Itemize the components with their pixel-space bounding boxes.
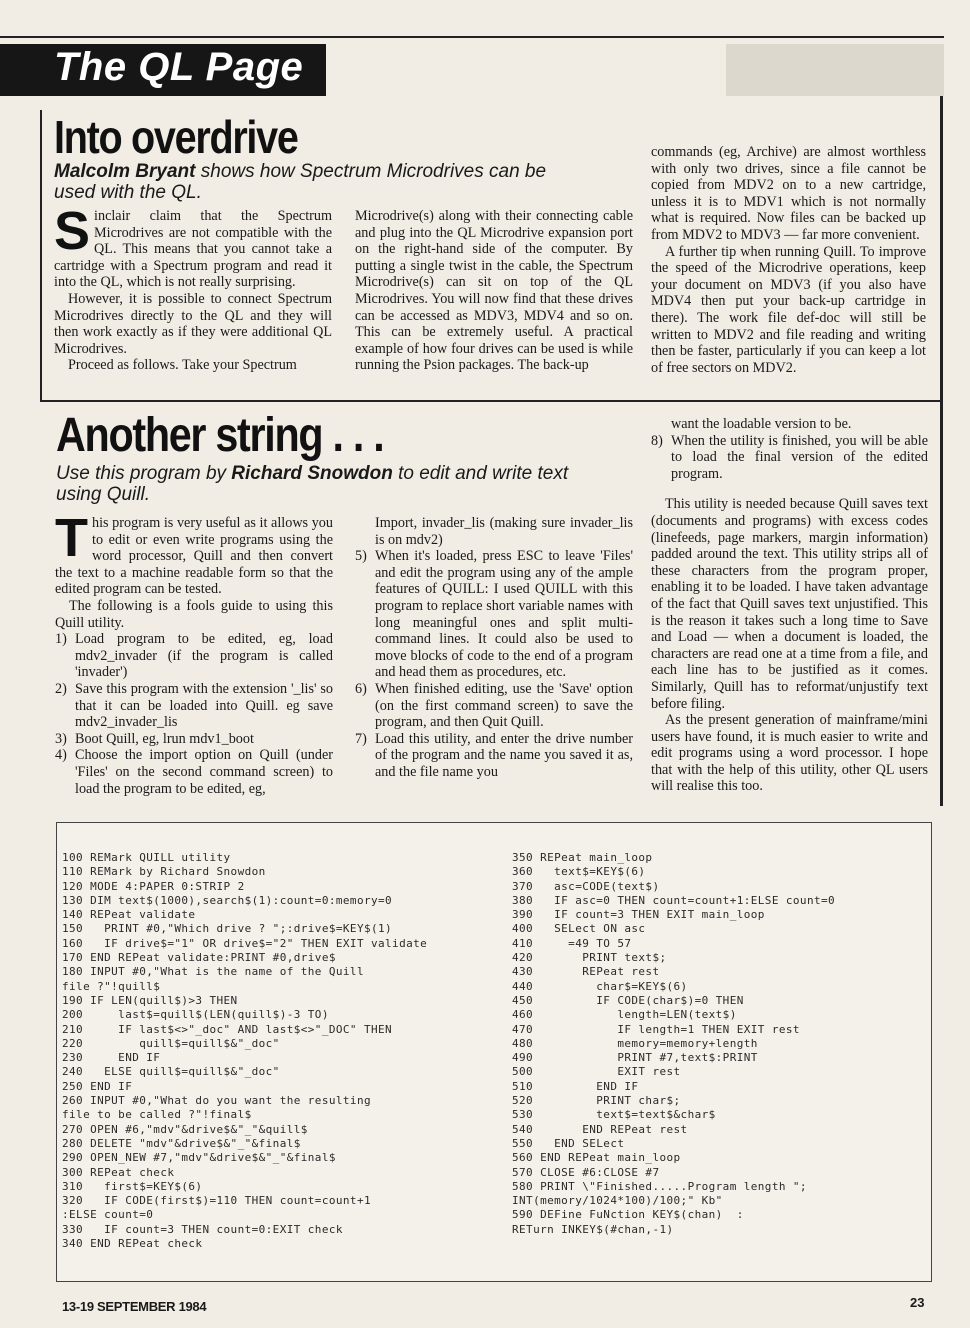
section-title: The QL Page [54,45,304,89]
list-item: 7) Load this utility, and enter the drive number of the program and the name you saved it as, and the file name you [355,730,633,780]
list-item: 2) Save this program with the extension '_lis' so that it can be loaded into Quill. eg save mdv2_invader_lis [55,680,333,731]
article2-paragraph: As the present generation of mainframe/mini users have found, it is much easier to write and edit programs using a word processor. I hope that with the help of this utility, other QL users will realise this too. [651,712,928,795]
article1-paragraph: However, it is possible to connect Spectrum Microdrives directly to the QL and they will then work exactly as if they were additional QL Microdrives. [54,290,332,357]
article1-column-1 [54,201,332,374]
article2-paragraph: The following is a fools guide to using this Quill utility. [55,597,333,631]
issue-date: 13-19 SEPTEMBER 1984 [62,1299,207,1314]
list-item: 6) When finished editing, use the 'Save' option (on the first command screen) to save the program, and then Quit Quill. [355,680,633,731]
article2-column-2 [355,515,633,781]
article2-standfirst-b: to edit and write text using Quill. [56,463,569,505]
article2-standfirst-a: Use this program by [56,463,232,484]
article1-paragraph: commands (eg, Archive) are almost worthless with only two drives, since a file cannot be copied from MDV2 on to a new cartridge, unless it is to MDV1 which is not normally what is required. Now files can be backed up from MDV2 to MDV3 — far more convenient. [651,144,926,243]
article2-column-1 [55,508,333,797]
page-number: 23 [910,1295,925,1310]
article2-paragraph: his program is very useful as it allows you to edit or even write programs using the word processor, Quill and then convert the text to a machine readable form so that the edited program can be tested. [55,515,333,598]
left-column-rule [40,110,42,400]
program-listing-right: 350 REPeat main_loop 360 text$=KEY$(6) 370 asc=CODE(text$) 380 IF asc=0 THEN count=count+1:ELSE count=0 390 IF count=3 THEN EXIT main_loop 400 SELect ON asc 410 =49 TO 57 420 PRINT text$; 430 REPeat rest 440 char$=KEY$(6) 450 IF CODE(char$)=0 THEN 460 length=LEN(text$) 470 IF length=1 THEN EXIT rest 480 memory=memory+length 490 PRINT #7,text$:PRINT 500 EXIT rest 510 END IF 520 PRINT char$; 530 text$=text$&char$ 540 END REPeat rest 550 END SELect 560 END REPeat main_loop 570 CLOSE #6:CLOSE #7 580 PRINT \"Finished.....Program length "; INT(memory/1024*100)/100;" Kb" 590 DEFine FuNction KEY$(chan) : RETurn INKEY$(#chan,-1) [512,851,836,1236]
article2-paragraph: This utility is needed because Quill saves text (documents and programs) with excess codes (linefeeds, page markers, margin information) padded around the text. This utility strips all of these characters from the program proper, enabling it to be loaded. I have taken advantage of the fact that Quill saves text unjustified. This is the reason it takes such a long time to Save and Load — when a document is loaded, the characters are read one at a time from a file, and each line has to be justified as it comes. Similarly, Quill has to reformat/unjustify text before filing. [651,496,928,712]
article1-headline: Into overdrive [54,111,298,163]
article1-dropcap: S [54,201,91,261]
article2-author: Richard Snowdon [231,463,393,484]
show-through-block [726,44,944,96]
list-item: 8) When the utility is finished, you will be able to load the final version of the edited program. [651,432,928,482]
article1-standfirst [54,161,574,203]
article1-paragraph: Proceed as follows. Take your Spectrum [68,357,297,374]
article-divider [40,400,943,402]
right-column-rule [940,96,943,806]
article2-headline: Another string . . . [56,409,384,462]
article2-steps-list [651,433,928,483]
list-item: 3) Boot Quill, eg, lrun mdv1_boot [55,730,254,747]
article1-author: Malcolm Bryant [54,161,196,182]
list-item: 1) Load program to be edited, eg, load mdv2_invader (if the program is called 'invader') [55,631,333,681]
article2-column-3 [651,416,928,795]
article1-column-3 [651,144,926,376]
article2-steps-list [55,631,333,797]
article1-paragraph: A further tip when running Quill. To improve the speed of the Microdrive operations, keep your document on MDV3 (if you also have MDV4 then put your back-up cartridge in there). The work file def-doc will still be written to MDV2 and file reading and writing then be faster, particularly if you can keep a lot of free sectors on MDV2. [651,243,926,376]
article1-standfirst-text: shows how Spectrum Microdrives can be used with the QL. [54,161,547,203]
list-item: 4) Choose the import option on Quill (under 'Files' on the second command screen) to load the program to be edited, eg, [55,747,333,797]
article1-column-2 [355,208,633,374]
article2-standfirst [56,463,576,505]
article1-paragraph: Microdrive(s) along with their connecting cable and plug into the QL Microdrive expansion port on the right-hand side of the computer. By putting a single twist in the cable, the Spectrum Microdrive(s) can sit on top of the QL Microdrives. You will now find that these drives can be accessed as MDV3, MDV4 and so on. This can be extremely useful. A practical example of how four drives can be used is while running the Psion packages. The back-up [355,208,633,374]
article2-dropcap: T [55,508,88,568]
list-item: 5) When it's loaded, press ESC to leave 'Files' and edit the program using any of the ample features of QUILL: I used QUILL with this program to replace short variable names with long meaningful ones and split multi-command lines. It could also be used to move blocks of code to the end of a program and head them as procedures, etc. [355,548,633,681]
top-rule [0,36,944,38]
article2-steps-list [355,548,633,780]
article2-paragraph: want the loadable version to be. [671,416,852,432]
article2-paragraph: Import, invader_lis (making sure invader_lis is on mdv2) [375,515,633,548]
article1-paragraph: inclair claim that the Spectrum Microdrives are not compatible with the QL. This means that you cannot take a cartridge with a Spectrum program and read it into the QL, which is not really surprising. [54,208,332,291]
program-listing-left: 100 REMark QUILL utility 110 REMark by Richard Snowdon 120 MODE 4:PAPER 0:STRIP 2 130 DIM text$(1000),search$(1):count=0:memory=0 140 REPeat validate 150 PRINT #0,"Which drive ? ";:drive$=KEY$(1) 160 IF drive$="1" OR drive$="2" THEN EXIT validate 170 END REPeat validate:PRINT #0,drive$ 180 INPUT #0,"What is the name of the Quill file ?"!quill$ 190 IF LEN(quill$)>3 THEN 200 last$=quill$(LEN(quill$)-3 TO) 210 IF last$<>"_doc" AND last$<>"_DOC" THEN 220 quill$=quill$&"_doc" 230 END IF 240 ELSE quill$=quill$&"_doc" 250 END IF 260 INPUT #0,"What do you want the resulting file to be called ?"!final$ 270 OPEN #6,"mdv"&drive$&"_"&quill$ 280 DELETE "mdv"&drive$&"_"&final$ 290 OPEN_NEW #7,"mdv"&drive$&"_"&final$ 300 REPeat check 310 first$=KEY$(6) 320 IF CODE(first$)=110 THEN count=count+1 :ELSE count=0 330 IF count=3 THEN count=0:EXIT check 340 END REPeat check [62,851,428,1251]
